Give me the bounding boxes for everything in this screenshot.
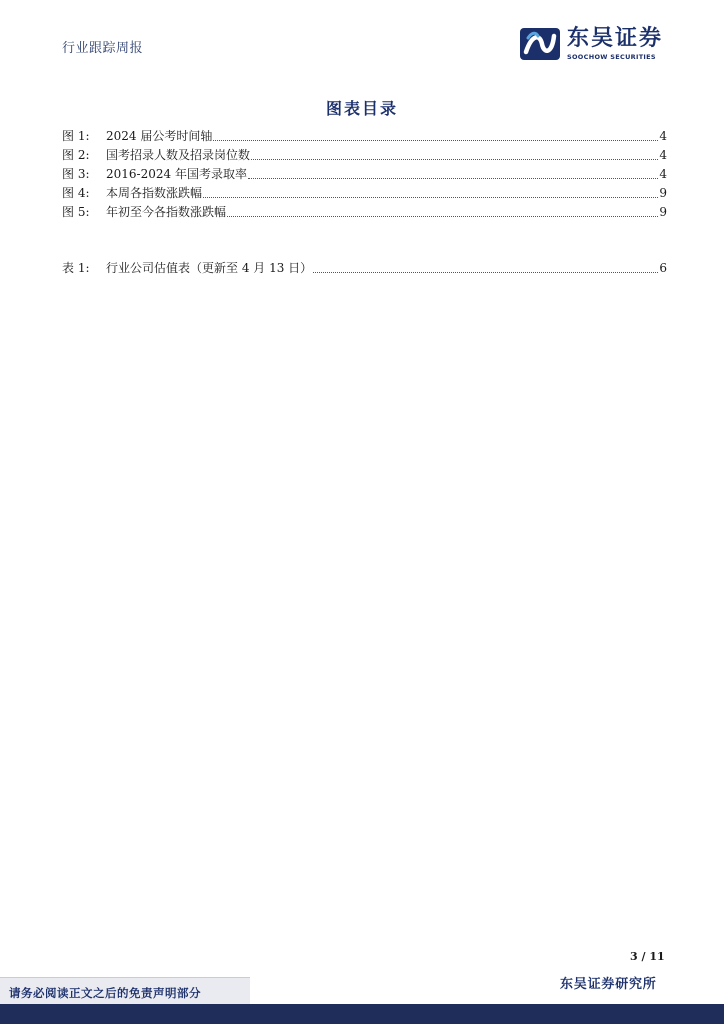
page-separator: / <box>641 950 646 963</box>
toc-page-number: 4 <box>659 129 667 143</box>
toc-label: 图 2: <box>62 148 90 162</box>
toc-entry-figure-4[interactable] <box>62 184 667 203</box>
toc-text: 2024 届公考时间轴 <box>106 129 213 143</box>
toc-label: 表 1: <box>62 261 90 275</box>
toc-leader-dots <box>203 197 658 198</box>
toc-page-number: 4 <box>659 148 667 162</box>
toc-leader-dots <box>251 159 658 160</box>
brand-name-en: SOOCHOW SECURITIES <box>567 53 656 61</box>
institute-name: 东吴证券研究所 <box>560 977 657 992</box>
soochow-logo-icon <box>520 26 560 62</box>
toc-text: 行业公司估值表（更新至 4 月 13 日） <box>106 261 313 275</box>
toc-leader-dots <box>248 178 658 179</box>
toc-label: 图 1: <box>62 129 90 143</box>
toc-text: 年初至今各指数涨跌幅 <box>106 205 227 219</box>
brand-logo <box>520 26 663 62</box>
figure-list <box>62 127 667 222</box>
toc-page-number: 9 <box>659 205 667 219</box>
toc-leader-dots <box>227 216 658 217</box>
toc-page-number: 9 <box>659 186 667 200</box>
page-total: 11 <box>649 950 665 963</box>
toc-leader-dots <box>313 272 658 273</box>
toc-text: 2016-2024 年国考录取率 <box>106 167 247 181</box>
toc-label: 图 4: <box>62 186 90 200</box>
report-type-label: 行业跟踪周报 <box>62 41 144 56</box>
toc-entry-figure-1[interactable] <box>62 127 667 146</box>
toc-entry-figure-3[interactable] <box>62 165 667 184</box>
table-list <box>62 259 667 278</box>
toc-leader-dots <box>213 140 658 141</box>
page-current: 3 <box>630 950 638 963</box>
toc-page-number: 4 <box>659 167 667 181</box>
toc-text: 国考招录人数及招录岗位数 <box>106 148 251 162</box>
page-indicator <box>630 950 665 963</box>
toc-label: 图 5: <box>62 205 90 219</box>
toc-text: 本周各指数涨跌幅 <box>106 186 203 200</box>
toc-page-number: 6 <box>659 261 667 275</box>
footer-bar <box>0 1004 724 1024</box>
toc-entry-figure-5[interactable] <box>62 203 667 222</box>
toc-label: 图 3: <box>62 167 90 181</box>
toc-entry-figure-2[interactable] <box>62 146 667 165</box>
toc-entry-table-1[interactable] <box>62 259 667 278</box>
page-title: 图表目录 <box>325 99 398 118</box>
brand-name-cn: 东吴证券 <box>567 26 664 51</box>
disclaimer-text: 请务必阅读正文之后的免责声明部分 <box>9 986 201 1000</box>
disclaimer-box <box>0 977 250 1005</box>
